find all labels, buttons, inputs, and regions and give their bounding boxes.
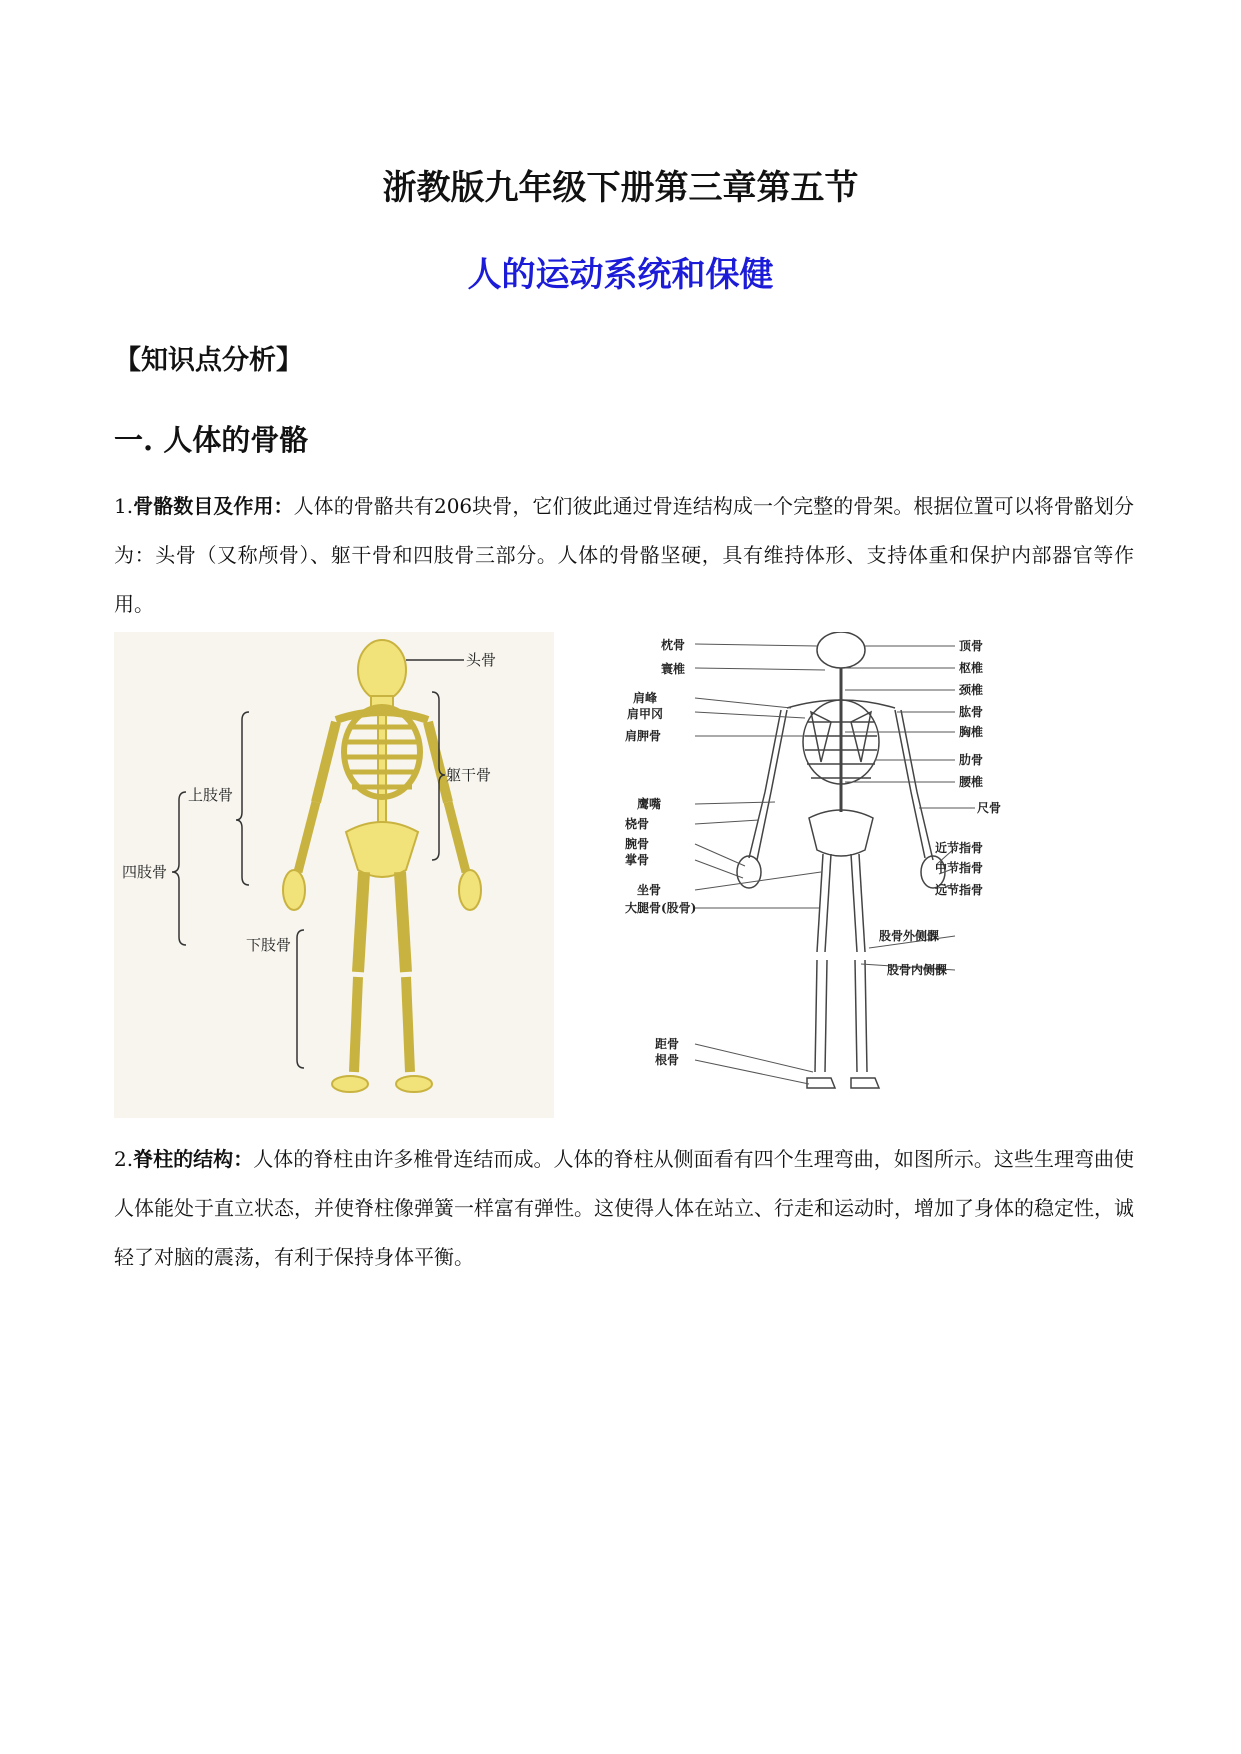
label-parietal: 顶骨 (959, 639, 984, 653)
document-title: 浙教版九年级下册第三章第五节 (382, 168, 859, 208)
label-distal-phalanx: 远节指骨 (935, 883, 984, 897)
paragraph-label: 脊柱的结构： (133, 1147, 254, 1171)
back-pointer-lines (695, 644, 975, 1084)
label-talus: 距骨 (655, 1037, 680, 1051)
label-ischium: 坐骨 (637, 883, 662, 897)
label-upper-limb-bone: 上肢骨 (188, 786, 234, 804)
label-scapular-spine: 肩甲冈 (627, 707, 664, 721)
paragraph-number: 2. (114, 1147, 134, 1171)
skeleton-back-drawing (737, 632, 948, 1088)
label-lateral-condyle: 股骨外侧髁 (879, 929, 940, 943)
label-humerus: 肱骨 (959, 705, 984, 719)
upper-limb-bracket (236, 712, 249, 885)
label-occipital: 枕骨 (661, 638, 686, 652)
document-subtitle: 人的运动系统和保健 (467, 255, 774, 295)
label-head-bone: 头骨 (466, 651, 497, 669)
label-medial-condyle: 股骨内侧髁 (887, 963, 948, 977)
limbs-bracket (172, 792, 186, 945)
label-radius: 桡骨 (625, 817, 650, 831)
back-skeleton-figure (625, 632, 1005, 1118)
label-ulna: 尺骨 (977, 801, 1002, 815)
label-lumbar: 腰椎 (959, 775, 984, 789)
paragraph-bone-count (114, 482, 1134, 629)
label-atlas: 寰椎 (661, 662, 686, 676)
label-axis: 枢椎 (959, 661, 984, 675)
label-rib: 肋骨 (959, 753, 984, 767)
label-limbs-bone: 四肢骨 (122, 863, 168, 881)
label-metacarpal: 掌骨 (625, 853, 650, 867)
label-trunk-bone: 躯干骨 (446, 766, 492, 784)
label-olecranon: 鹰嘴 (637, 797, 662, 811)
label-proximal-phalanx: 近节指骨 (935, 841, 984, 855)
label-calcaneus: 根骨 (655, 1053, 680, 1067)
paragraph-spine-structure (114, 1135, 1134, 1282)
label-cervical: 颈椎 (959, 683, 984, 697)
label-carpal: 腕骨 (625, 837, 650, 851)
paragraph-label: 骨骼数目及作用： (133, 494, 294, 518)
label-femur: 大腿骨(股骨) (625, 901, 697, 915)
paragraph-text: 人体的骨骼共有206块骨，它们彼此通过骨连结构成一个完整的骨架。根据位置可以将骨骼划分为：头骨（又称颅骨）、躯干骨和四肢骨三部分。人体的骨骼坚硬，具有维持体形、支持体重和保护内部器官等作用。 (114, 494, 1134, 616)
lower-limb-bracket (297, 930, 304, 1068)
heading-skeleton: 一. 人体的骨骼 (114, 423, 309, 457)
section-heading: 【知识点分析】 (114, 345, 303, 376)
label-acromion: 肩峰 (633, 691, 658, 705)
skeleton-front-drawing (283, 640, 481, 1092)
front-skeleton-figure (114, 632, 554, 1118)
paragraph-number: 1. (114, 494, 134, 518)
label-middle-phalanx: 中节指骨 (935, 861, 984, 875)
label-lower-limb-bone: 下肢骨 (246, 936, 292, 954)
label-thoracic: 胸椎 (959, 725, 984, 739)
paragraph-text: 人体的脊柱由许多椎骨连结而成。人体的脊柱从侧面看有四个生理弯曲，如图所示。这些生理弯曲使人体能处于直立状态，并使脊柱像弹簧一样富有弹性。这使得人体在站立、行走和运动时，增加了身体的稳定性，诚轻了对脑的震荡，有利于保持身体平衡。 (114, 1147, 1135, 1269)
label-scapula: 肩胛骨 (625, 729, 662, 743)
